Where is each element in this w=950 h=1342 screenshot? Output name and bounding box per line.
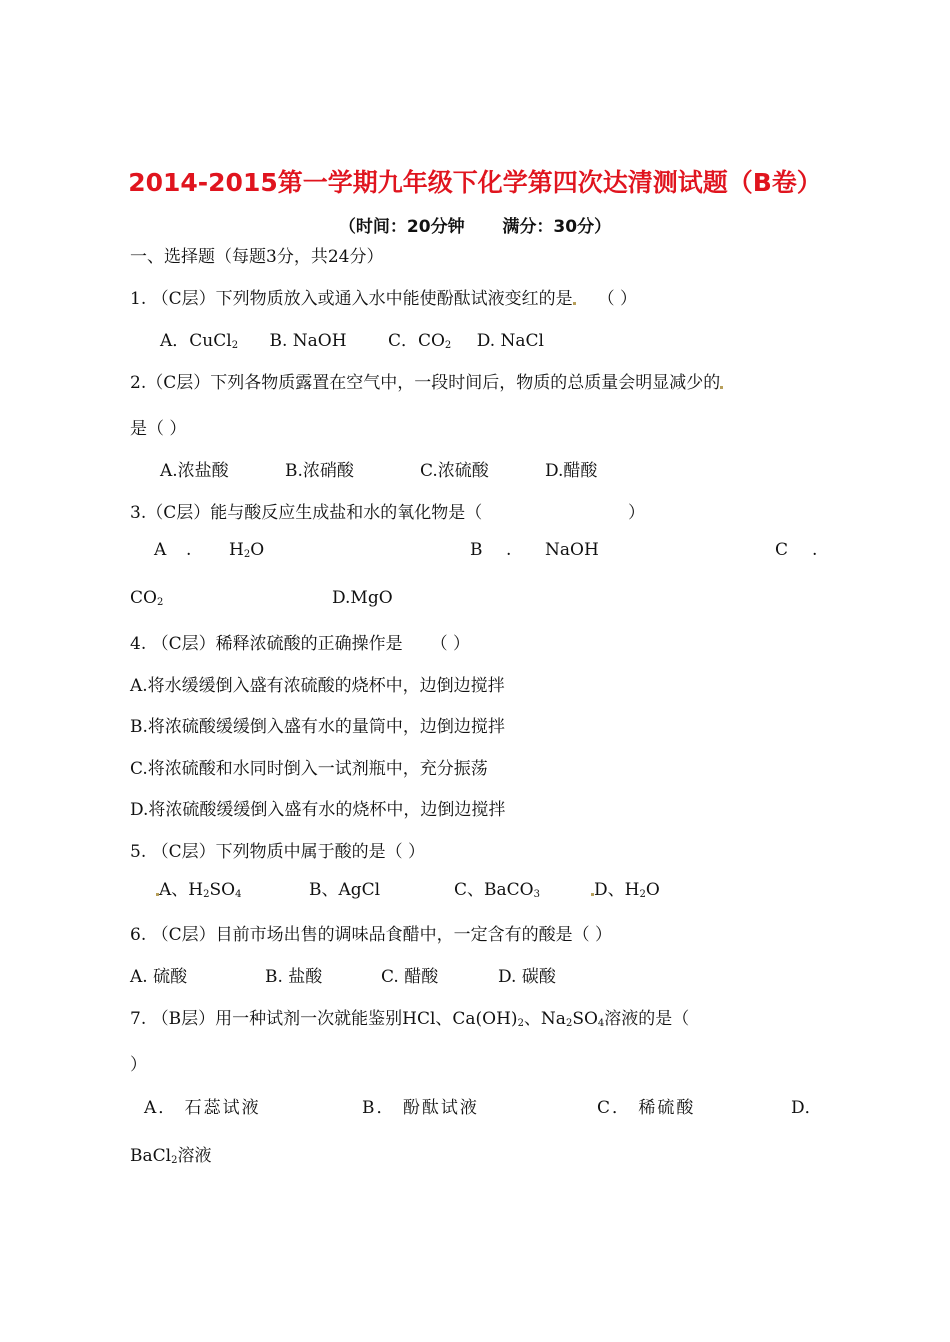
option-a-value: $H_2O$ — [229, 540, 265, 560]
page-title: 2014-2015第一学期九年级下化学第四次达清测试题（B卷） — [128, 168, 822, 197]
time-limit: （时间：20分钟 — [338, 217, 465, 237]
option-b: B． 酚酞试液 — [362, 1098, 479, 1118]
option-b: B、AgCl — [309, 880, 381, 900]
answer-blank: （ ） — [597, 289, 638, 309]
option-c-letter: C — [775, 540, 789, 560]
option-d: D.醋酸 — [545, 461, 598, 481]
option-d-value: BaCl$_2$溶液 — [130, 1146, 212, 1166]
exam-info — [0, 212, 950, 237]
question-4-stem — [130, 629, 470, 654]
question-2-stem — [130, 368, 723, 393]
option-d: D、$H_2O$ — [591, 875, 660, 900]
option-a: A.将水缓缓倒入盛有浓硫酸的烧杯中，边倒边搅拌 — [130, 676, 505, 696]
option-b-letter: B — [470, 540, 483, 560]
option-c: C．$CO_2$ — [387, 331, 452, 351]
mark-dot — [573, 302, 576, 305]
question-6-stem: 6. （C层）目前市场出售的调味品食醋中，一定含有的酸是（ ） — [130, 925, 613, 945]
option-c: C、BaCO$_3$ — [454, 880, 540, 900]
question-2-text: 2.（C层）下列各物质露置在空气中，一段时间后，物质的总质量会明显减少的 — [130, 373, 721, 393]
section-heading: 一、选择题（每题3分，共24分） — [130, 247, 384, 267]
option-a-dot: . — [186, 540, 192, 560]
question-2-stem-cont: 是（ ） — [130, 419, 187, 439]
option-c: C.浓硫酸 — [420, 461, 489, 481]
question-3-stem: 3.（C层）能与酸反应生成盐和水的氧化物是（ — [130, 503, 483, 523]
option-b-dot: . — [506, 540, 512, 560]
option-b-value: NaOH — [545, 540, 599, 560]
option-a: A.浓盐酸 — [160, 461, 229, 481]
option-b: B. NaOH — [269, 331, 347, 351]
option-d-letter: D． — [791, 1098, 822, 1118]
full-score: 满分：30分） — [502, 217, 612, 237]
question-1-text: 1. （C层）下列物质放入或通入水中能使酚酞试液变红的是 — [130, 289, 573, 309]
question-1-stem — [130, 284, 637, 309]
option-a: A、$H_2SO_4$ — [156, 875, 241, 900]
question-4-text: 4. （C层）稀释浓硫酸的正确操作是 — [130, 634, 403, 654]
option-a: A. 硫酸 — [130, 967, 188, 987]
option-d: D. 碳酸 — [498, 967, 556, 987]
option-d: D.MgO — [332, 588, 393, 608]
option-b: B.将浓硫酸缓缓倒入盛有水的量筒中，边倒边搅拌 — [130, 717, 505, 737]
option-c: C． 稀硫酸 — [597, 1098, 696, 1118]
option-a: A．CuCl$_2$ — [160, 331, 239, 351]
option-a-letter: A — [154, 540, 167, 560]
option-c: C. 醋酸 — [381, 967, 439, 987]
option-c-dot: . — [812, 540, 818, 560]
option-b: B. 盐酸 — [265, 967, 323, 987]
option-b: B.浓硝酸 — [285, 461, 354, 481]
option-a: A． 石蕊试液 — [144, 1098, 261, 1118]
question-1-options — [160, 326, 544, 351]
option-d: D. NaCl — [476, 331, 544, 351]
answer-blank: （ ） — [430, 634, 471, 654]
option-c-value: $CO_2$ — [130, 588, 164, 608]
question-5-stem: 5. （C层）下列物质中属于酸的是（ ） — [130, 842, 426, 862]
question-7-close: ） — [130, 1055, 147, 1075]
question-7-stem: 7. （B层）用一种试剂一次就能鉴别HCl、$Ca(OH)_2$、$Na_2SO_4$溶液的是（ — [130, 1009, 690, 1029]
answer-blank-close: ） — [628, 503, 645, 523]
option-c: C.将浓硫酸和水同时倒入一试剂瓶中，充分振荡 — [130, 759, 488, 779]
mark-dot — [720, 386, 723, 389]
option-d: D.将浓硫酸缓缓倒入盛有水的烧杯中，边倒边搅拌 — [130, 800, 506, 820]
